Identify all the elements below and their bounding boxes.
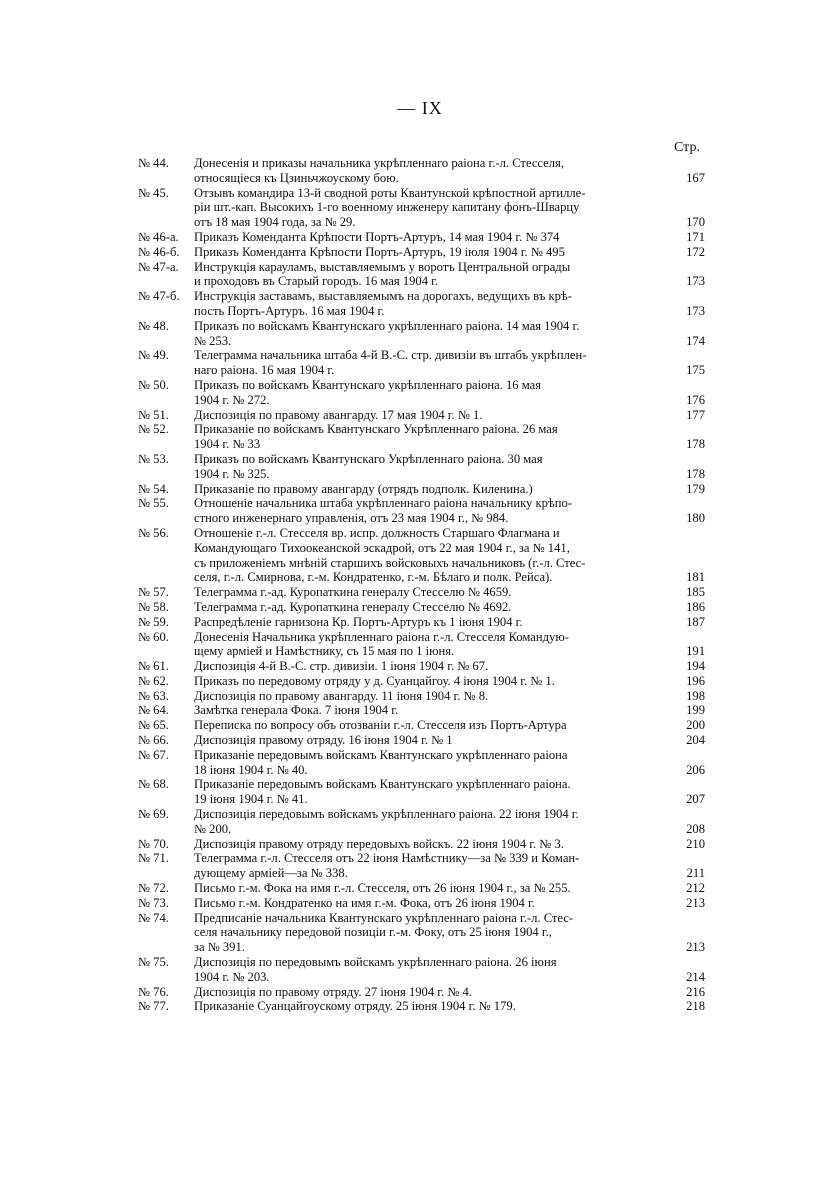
entry-number: № 53. bbox=[138, 451, 169, 466]
entry-title-line: 1904 г. № 272. bbox=[194, 392, 270, 407]
entry-page: 216 bbox=[686, 984, 705, 999]
entry-title bbox=[194, 289, 667, 319]
toc-entry bbox=[138, 851, 705, 881]
entry-title-line: Диспозиція правому отряду. 16 іюня 1904 г. № 1 bbox=[194, 733, 453, 748]
entry-number: № 77. bbox=[138, 999, 169, 1014]
entry-title-line: Диспозиція правому отряду передовыхъ войскъ. 22 іюня 1904 г. № 3. bbox=[194, 836, 564, 851]
entry-title-line: Приказаніе передовымъ войскамъ Квантунскаго укрѣпленнаго раіона. bbox=[194, 777, 571, 792]
entry-number: № 44. bbox=[138, 156, 169, 170]
entry-title-line: 18 іюня 1904 г. № 40. bbox=[194, 762, 308, 777]
entry-title-line: дующему арміей—за № 338. bbox=[194, 866, 348, 881]
entry-page: 204 bbox=[686, 733, 705, 748]
entry-page: 187 bbox=[686, 614, 705, 629]
entry-number: № 63. bbox=[138, 688, 169, 703]
entry-title bbox=[194, 718, 667, 733]
entry-title bbox=[194, 837, 667, 852]
entry-title-line: Командующаго Тихоокеанской эскадрой, отъ 22 мая 1904 г., за № 141, bbox=[194, 540, 570, 555]
entry-page: 173 bbox=[686, 303, 705, 318]
entry-page: 214 bbox=[686, 969, 705, 984]
toc-entry bbox=[138, 585, 705, 600]
entry-title bbox=[194, 911, 667, 955]
entry-title-line: Приказаніе по войскамъ Квантунскаго Укрѣпленнаго раіона. 26 мая bbox=[194, 422, 558, 437]
entry-number: № 76. bbox=[138, 984, 169, 999]
entry-title-line: Предписаніе начальника Квантунскаго укрѣпленнаго раіона г.-л. Стес- bbox=[194, 910, 574, 925]
entry-title-line: ріи шт.-кап. Высокихъ 1-го военному инженеру капитану фонъ-Шварцу bbox=[194, 200, 580, 215]
toc-entry bbox=[138, 748, 705, 778]
entry-page: 178 bbox=[686, 437, 705, 452]
entry-number: № 61. bbox=[138, 659, 169, 674]
entry-number: № 73. bbox=[138, 895, 169, 910]
toc-entry bbox=[138, 496, 705, 526]
entry-title-line: 1904 г. № 33 bbox=[194, 437, 261, 452]
entry-number: № 66. bbox=[138, 733, 169, 748]
entry-title-line: Диспозиція по правому авангарду. 11 іюня 1904 г. № 8. bbox=[194, 688, 489, 703]
entry-page: 196 bbox=[686, 673, 705, 688]
toc-entry bbox=[138, 319, 705, 349]
entry-number: № 58. bbox=[138, 599, 169, 614]
toc-entry bbox=[138, 807, 705, 837]
entry-number: № 72. bbox=[138, 881, 169, 896]
toc-entry bbox=[138, 482, 705, 497]
toc-entry bbox=[138, 703, 705, 718]
entry-number: № 75. bbox=[138, 955, 169, 970]
entry-title-line: относящіеся къ Цзиньчжоускому бою. bbox=[194, 170, 399, 185]
entry-title-line: Приказъ по передовому отряду у д. Суанцайгоу. 4 іюня 1904 г. № 1. bbox=[194, 673, 555, 688]
entry-page: 174 bbox=[686, 333, 705, 348]
entry-title bbox=[194, 881, 667, 896]
entry-title-line: Диспозиція по правому отряду. 27 іюня 1904 г. № 4. bbox=[194, 984, 472, 999]
entry-number: № 55. bbox=[138, 496, 169, 511]
entry-number: № 67. bbox=[138, 747, 169, 762]
entry-number: № 60. bbox=[138, 629, 169, 644]
entry-title-line: 19 іюня 1904 г. № 41. bbox=[194, 792, 308, 807]
entry-title-line: Приказаніе по правому авангарду (отрядъ подполк. Киленина.) bbox=[194, 481, 533, 496]
toc-entry bbox=[138, 348, 705, 378]
entry-title-line: стного инженернаго управленія, отъ 23 мая 1904 г., № 984. bbox=[194, 511, 509, 526]
entry-number: № 46-а. bbox=[138, 229, 179, 244]
entry-title-line: съ приложеніемъ мнѣній старшихъ войсковыхъ начальниковъ (г.-л. Стес- bbox=[194, 555, 586, 570]
entry-title-line: Инструкція карауламъ, выставляемымъ у воротъ Центральной ограды bbox=[194, 259, 571, 274]
entry-title-line: Отношеніе начальника штаба укрѣпленнаго раіона начальнику крѣпо- bbox=[194, 496, 572, 511]
entry-title bbox=[194, 955, 667, 985]
entry-number: № 54. bbox=[138, 481, 169, 496]
toc-entry bbox=[138, 999, 705, 1014]
entry-title bbox=[194, 319, 667, 349]
entry-title-line: Распредѣленіе гарнизона Кр. Портъ-Артуръ къ 1 іюня 1904 г. bbox=[194, 614, 523, 629]
entry-page: 218 bbox=[686, 999, 705, 1014]
entry-page: 181 bbox=[686, 570, 705, 585]
entry-title-line: Приказъ Коменданта Крѣпости Портъ-Артуръ, 19 іюля 1904 г. № 495 bbox=[194, 244, 565, 259]
entry-title-line: щему арміей и Намѣстнику, съ 15 мая по 1 іюня. bbox=[194, 644, 455, 659]
entry-title-line: Приказаніе передовымъ войскамъ Квантунскаго укрѣпленнаго раіона bbox=[194, 747, 568, 762]
toc-entry bbox=[138, 911, 705, 955]
entry-title bbox=[194, 630, 667, 660]
entry-page: 180 bbox=[686, 511, 705, 526]
entry-title bbox=[194, 452, 667, 482]
entry-number: № 48. bbox=[138, 318, 169, 333]
entry-title bbox=[194, 496, 667, 526]
entry-title bbox=[194, 896, 667, 911]
toc-entry bbox=[138, 689, 705, 704]
entry-page: 207 bbox=[686, 792, 705, 807]
entry-title-line: Приказъ Коменданта Крѣпости Портъ-Артуръ, 14 мая 1904 г. № 374 bbox=[194, 229, 560, 244]
entry-title bbox=[194, 245, 667, 260]
entry-title-line: Телеграмма г.-ад. Куропаткина генералу Стесселю № 4692. bbox=[194, 599, 512, 614]
entry-number: № 56. bbox=[138, 525, 169, 540]
entry-title-line: за № 391. bbox=[194, 940, 245, 955]
entry-title bbox=[194, 348, 667, 378]
entry-number: № 52. bbox=[138, 422, 169, 437]
entry-page: 199 bbox=[686, 703, 705, 718]
entry-page: 170 bbox=[686, 215, 705, 230]
toc-entry bbox=[138, 985, 705, 1000]
entry-title-line: Донесенія Начальника укрѣпленнаго раіона г.-л. Стесселя Командую- bbox=[194, 629, 569, 644]
toc-entry bbox=[138, 718, 705, 733]
entry-page: 213 bbox=[686, 940, 705, 955]
entry-page: 172 bbox=[686, 244, 705, 259]
page-number: — IX bbox=[397, 98, 443, 118]
entry-number: № 74. bbox=[138, 910, 169, 925]
entry-page: 211 bbox=[686, 866, 705, 881]
entry-page: 179 bbox=[686, 481, 705, 496]
entry-title-line: Инструкція заставамъ, выставляемымъ на дорогахъ, ведущихъ въ крѣ- bbox=[194, 289, 572, 304]
entry-number: № 70. bbox=[138, 836, 169, 851]
entry-title bbox=[194, 186, 667, 230]
entry-page: 178 bbox=[686, 466, 705, 481]
toc-entry bbox=[138, 733, 705, 748]
toc-entry bbox=[138, 289, 705, 319]
page-column-label: Стр. bbox=[674, 140, 700, 155]
entry-title bbox=[194, 422, 667, 452]
entry-title-line: селя, г.-л. Смирнова, г.-м. Кондратенко, г.-м. Бѣлаго и полк. Рейса). bbox=[194, 570, 553, 585]
toc-entry bbox=[138, 955, 705, 985]
entry-title bbox=[194, 748, 667, 778]
entry-title bbox=[194, 600, 667, 615]
entry-number: № 62. bbox=[138, 673, 169, 688]
entry-title bbox=[194, 230, 667, 245]
entry-title bbox=[194, 999, 667, 1014]
entry-title bbox=[194, 689, 667, 704]
toc-entry bbox=[138, 896, 705, 911]
entry-title bbox=[194, 851, 667, 881]
entry-title-line: Диспозиція передовымъ войскамъ укрѣпленнаго раіона. 22 іюня 1904 г. bbox=[194, 807, 579, 822]
entry-page: 177 bbox=[686, 407, 705, 422]
entry-page: 194 bbox=[686, 659, 705, 674]
entry-title-line: Телеграмма г.-л. Стесселя отъ 22 іюня Намѣстнику—за № 339 и Коман- bbox=[194, 851, 580, 866]
entry-title-line: Приказъ по войскамъ Квантунскаго укрѣпленнаго раіона. 16 мая bbox=[194, 377, 542, 392]
toc-entry bbox=[138, 526, 705, 585]
toc-entry bbox=[138, 245, 705, 260]
entry-number: № 49. bbox=[138, 348, 169, 363]
entry-page: 186 bbox=[686, 599, 705, 614]
entry-page: 175 bbox=[686, 363, 705, 378]
entry-title-line: Приказъ по войскамъ Квантунскаго Укрѣпленнаго раіона. 30 мая bbox=[194, 451, 543, 466]
entry-title bbox=[194, 156, 667, 186]
entry-title bbox=[194, 985, 667, 1000]
entry-title bbox=[194, 408, 667, 423]
table-of-contents bbox=[138, 156, 705, 1014]
entry-title bbox=[194, 482, 667, 497]
entry-title bbox=[194, 703, 667, 718]
entry-title-line: 1904 г. № 203. bbox=[194, 969, 270, 984]
entry-title-line: Телеграмма г.-ад. Куропаткина генералу Стесселю № 4659. bbox=[194, 585, 512, 600]
entry-title-line: Донесенія и приказы начальника укрѣпленнаго раіона г.-л. Стесселя, bbox=[194, 156, 564, 170]
toc-entry bbox=[138, 186, 705, 230]
entry-page: 210 bbox=[686, 836, 705, 851]
toc-entry bbox=[138, 600, 705, 615]
entry-number: № 59. bbox=[138, 614, 169, 629]
entry-page: 206 bbox=[686, 762, 705, 777]
entry-title-line: № 253. bbox=[194, 333, 232, 348]
entry-title bbox=[194, 378, 667, 408]
entry-title-line: 1904 г. № 325. bbox=[194, 466, 270, 481]
toc-entry bbox=[138, 422, 705, 452]
toc-entry bbox=[138, 378, 705, 408]
toc-entry bbox=[138, 452, 705, 482]
entry-number: № 68. bbox=[138, 777, 169, 792]
entry-number: № 51. bbox=[138, 407, 169, 422]
entry-title-line: наго раіона. 16 мая 1904 г. bbox=[194, 363, 335, 378]
entry-page: 198 bbox=[686, 688, 705, 703]
entry-title bbox=[194, 615, 667, 630]
toc-entry bbox=[138, 837, 705, 852]
entry-page: 185 bbox=[686, 585, 705, 600]
entry-number: № 71. bbox=[138, 851, 169, 866]
entry-page: 200 bbox=[686, 718, 705, 733]
toc-entry bbox=[138, 156, 705, 186]
entry-number: № 64. bbox=[138, 703, 169, 718]
entry-number: № 45. bbox=[138, 185, 169, 200]
entry-title-line: Диспозиція по правому авангарду. 17 мая 1904 г. № 1. bbox=[194, 407, 483, 422]
entry-title-line: селя начальнику передовой позиціи г.-м. Фоку, отъ 25 іюня 1904 г., bbox=[194, 925, 552, 940]
entry-page: 173 bbox=[686, 274, 705, 289]
toc-entry bbox=[138, 630, 705, 660]
toc-entry bbox=[138, 881, 705, 896]
entry-title-line: Приказаніе Суанцайгоускому отряду. 25 іюня 1904 г. № 179. bbox=[194, 999, 516, 1014]
entry-page: 176 bbox=[686, 392, 705, 407]
entry-title-line: и проходовъ въ Старый городъ. 16 мая 1904 г. bbox=[194, 274, 439, 289]
entry-title-line: Отношеніе г.-л. Стесселя вр. испр. должность Старшаго Флагмана и bbox=[194, 525, 560, 540]
entry-page: 213 bbox=[686, 895, 705, 910]
toc-entry bbox=[138, 674, 705, 689]
entry-title bbox=[194, 674, 667, 689]
entry-title-line: Приказъ по войскамъ Квантунскаго укрѣпленнаго раіона. 14 мая 1904 г. bbox=[194, 318, 580, 333]
toc-entry bbox=[138, 408, 705, 423]
entry-page: 191 bbox=[686, 644, 705, 659]
entry-number: № 47-а. bbox=[138, 259, 179, 274]
entry-number: № 69. bbox=[138, 807, 169, 822]
entry-page: 167 bbox=[686, 170, 705, 185]
entry-title-line: Отзывъ командира 13-й сводной роты Квантунской крѣпостной артилле- bbox=[194, 185, 586, 200]
entry-title-line: Диспозиція 4-й В.-С. стр. дивизіи. 1 іюня 1904 г. № 67. bbox=[194, 659, 489, 674]
entry-title-line: Телеграмма начальника штаба 4-й В.-С. стр. дивизіи въ штабъ укрѣплен- bbox=[194, 348, 587, 363]
entry-title bbox=[194, 260, 667, 290]
entry-number: № 50. bbox=[138, 377, 169, 392]
entry-title-line: Диспозиція по передовымъ войскамъ укрѣпленнаго раіона. 26 іюня bbox=[194, 955, 557, 970]
toc-entry bbox=[138, 230, 705, 245]
entry-title bbox=[194, 585, 667, 600]
entry-number: № 65. bbox=[138, 718, 169, 733]
entry-title-line: отъ 18 мая 1904 года, за № 29. bbox=[194, 215, 356, 230]
entry-title-line: № 200. bbox=[194, 821, 232, 836]
entry-page: 171 bbox=[686, 229, 705, 244]
entry-page: 212 bbox=[686, 881, 705, 896]
toc-entry bbox=[138, 615, 705, 630]
toc-entry bbox=[138, 777, 705, 807]
entry-page: 208 bbox=[686, 821, 705, 836]
toc-entry bbox=[138, 260, 705, 290]
entry-title bbox=[194, 659, 667, 674]
entry-number: № 46-б. bbox=[138, 244, 180, 259]
entry-title-line: пость Портъ-Артуръ. 16 мая 1904 г. bbox=[194, 303, 385, 318]
entry-title bbox=[194, 526, 667, 585]
entry-number: № 47-б. bbox=[138, 289, 180, 304]
entry-title-line: Переписка по вопросу объ отозваніи г.-л. Стесселя изъ Портъ-Артура bbox=[194, 718, 567, 733]
entry-title-line: Замѣтка генерала Фока. 7 іюня 1904 г. bbox=[194, 703, 399, 718]
toc-entry bbox=[138, 659, 705, 674]
entry-title bbox=[194, 807, 667, 837]
entry-title bbox=[194, 777, 667, 807]
entry-number: № 57. bbox=[138, 585, 169, 600]
entry-title-line: Письмо г.-м. Кондратенко на имя г.-м. Фока, отъ 26 іюня 1904 г. bbox=[194, 895, 535, 910]
entry-title-line: Письмо г.-м. Фока на имя г.-л. Стесселя, отъ 26 іюня 1904 г., за № 255. bbox=[194, 881, 571, 896]
entry-title bbox=[194, 733, 667, 748]
